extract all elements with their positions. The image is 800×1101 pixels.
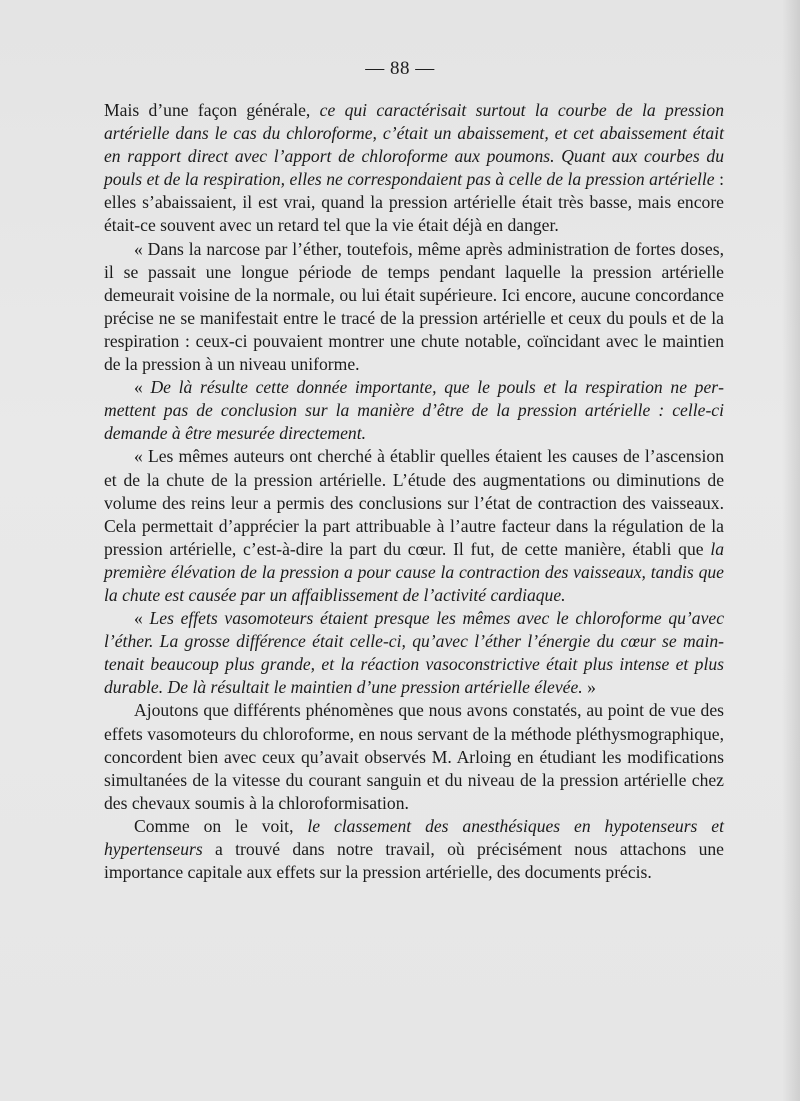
text-run: Comme on le voit, [134,815,308,836]
italic-text: le classement des anesthésiques en hypotenseurs et hypertenseurs [104,815,724,859]
text-run: a trouvé dans notre travail, où précisément nous attachons une importance capitale aux effets sur la pression artérielle, des documents précis. [104,839,724,883]
text-run: Mais d’une façon générale, [104,100,320,120]
paragraph [104,238,724,377]
paragraph [104,607,724,699]
italic-text: ce qui caractérisait surtout la courbe de la pression artérielle dans le cas du chloroforme, c’était un abaissement, et cet abaissement était en rapport direct avec l’apport de chloroforme aux poumons. Quant aux courbes du pouls et de la respiration, elles ne correspondaient pas à celle de la pression artérielle [104,100,724,190]
paragraph [104,815,724,884]
italic-text: la première élévation de la pression a pour cause la contraction des vaisseaux, tandis que la chute est causée par un affaiblissement de l’activité cardiaque. [104,538,724,605]
paragraph [104,445,724,607]
paragraph [104,99,724,238]
text-run: : elles s’abaissaient, il est vrai, quand la pression artérielle était très basse, mais encore était-ce souvent avec un retard tel que la vie était déjà en danger. [104,169,724,236]
text-run: » [582,677,596,698]
page-number: — 88 — [365,58,435,79]
text-run: « [134,377,151,398]
italic-text: Les effets vasomoteurs étaient presque les mêmes avec le chloroforme qu’avec l’éther. La grosse différence était celle-ci, qu’avec l’éther l’énergie du cœur se maintenait beaucoup plus grande, et la réaction vasoconstrictive était plus intense et plus durable. De là résultait le maintien d’une pression artérielle élevée. [104,608,725,698]
body-text [104,99,724,884]
paragraph [104,376,724,445]
text-run: « Dans la narcose par l’éther, toutefois, même après administration de fortes doses, il se passait une longue période de temps pendant laquelle la pression artérielle demeurait voisine de la normale, ou lui était supérieure. Ici encore, aucune concordance précise ne se manifestait entre le tracé de la pression artérielle et ceux du pouls et de la respiration : ceux-ci pouvaient montrer une chute notable, coïncidant avec le maintien de la pression à un niveau uniforme. [104,238,724,375]
page-edge-shadow [782,0,800,1101]
paragraph [104,699,724,814]
text-run: « [134,608,150,629]
text-run: Ajoutons que différents phénomènes que nous avons constatés, au point de vue des effets vasomoteurs du chloroforme, en nous servant de la méthode pléthysmographique, concordent bien avec ceux qu’avait observés M. Arloing en étudiant les modifications simultanées de la vitesse du courant sanguin et du niveau de la pression artérielle chez des chevaux soumis à la chloroformisation. [104,700,724,813]
text-run: « Les mêmes auteurs ont cherché à établir quelles étaient les causes de l’ascension et de la chute de la pression artérielle. L’étude des augmentations ou diminutions de volume des reins leur a permis des conclusions sur l’état de contraction des vaisseaux. Cela permettait d’apprécier la part attribuable à l’autre facteur dans la régulation de la pression artérielle, c’est-à-dire la part du cœur. Il fut, de cette manière, établi que [104,446,724,559]
italic-text: De là résulte cette donnée importante, que le pouls et la respiration ne permettent pas de conclusion sur la manière d’être de la pression artérielle : celle-ci demande à être mesurée directement. [104,377,724,444]
